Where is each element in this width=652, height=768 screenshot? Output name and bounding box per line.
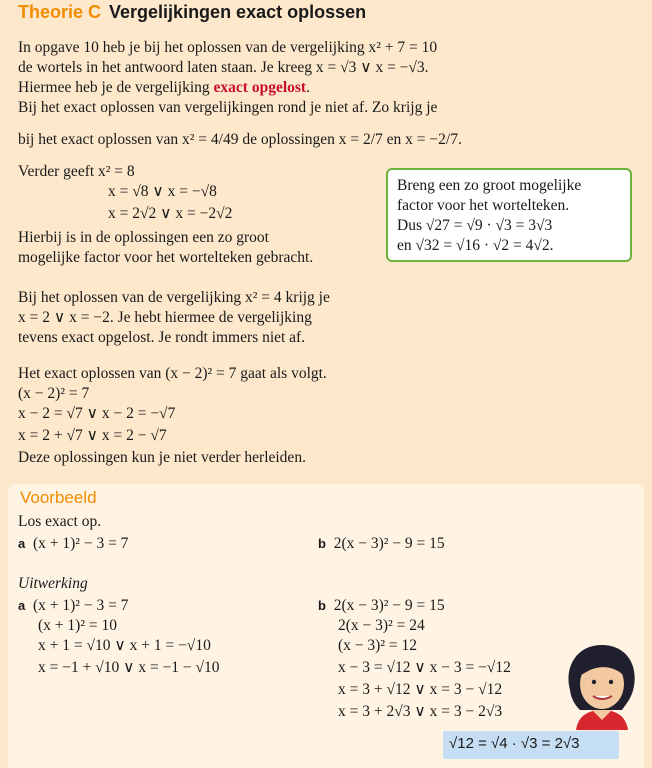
period: . [306, 79, 310, 96]
section-title: Vergelijkingen exact oplossen [109, 2, 367, 22]
theory-line-7: x = √8 ∨ x = −√8 [108, 183, 217, 200]
theory-line-11: Bij het oplossen van de vergelijking x² = 4 krijg je [18, 289, 330, 306]
b-step-6: x = 3 + 2√3 ∨ x = 3 − 2√3 [338, 703, 503, 720]
theory-line-13: tevens exact opgelost. Je rondt immers niet af. [18, 329, 306, 346]
theory-line-14: Het exact oplossen van (x − 2)² = 7 gaat als volgt. [18, 365, 327, 382]
b-step-5: x = 3 + √12 ∨ x = 3 − √12 [338, 681, 503, 698]
example-instruction: Los exact op. [18, 513, 102, 530]
theory-line-4: Bij het exact oplossen van vergelijkingen rond je niet af. Zo krijg je [18, 99, 438, 116]
a-step-2: (x + 1)² = 10 [38, 617, 117, 634]
a-step-4: x = −1 + √10 ∨ x = −1 − √10 [38, 659, 220, 676]
tip-line-4: en √32 = √16 · √2 = 4√2. [397, 237, 554, 254]
tip-line-3: Dus √27 = √9 · √3 = 3√3 [397, 217, 553, 234]
theory-line-12: x = 2 ∨ x = −2. Je hebt hiermee de vergelijking [18, 309, 312, 326]
example-b-problem-row [318, 534, 445, 554]
tip-box [386, 168, 632, 262]
theory-line-3 [18, 78, 310, 98]
b-step-4: x − 3 = √12 ∨ x − 3 = −√12 [338, 659, 511, 676]
theory-line-10: mogelijke factor voor het wortelteken gebracht. [18, 249, 314, 266]
section-header [18, 2, 366, 30]
example-title: Voorbeeld [20, 488, 97, 507]
b-step-2: 2(x − 3)² = 24 [338, 617, 425, 634]
example-a-problem-row [18, 534, 128, 554]
tip-line-1: Breng een zo groot mogelijke [397, 177, 582, 194]
uitwerking-heading: Uitwerking [18, 575, 88, 592]
theory-text: Hiermee heb je de vergelijking [18, 79, 210, 96]
theory-line-9: Hierbij is in de oplossingen een zo groot [18, 229, 269, 246]
a-step-3: x + 1 = √10 ∨ x + 1 = −√10 [38, 637, 211, 654]
section-label: Theorie C [18, 2, 102, 22]
example-panel [8, 484, 644, 768]
highlight-term: exact opgelost [213, 79, 307, 96]
tip-line-2: factor voor het wortelteken. [397, 197, 570, 214]
student-avatar-icon [560, 640, 642, 730]
theory-line-18: Deze oplossingen kun je niet verder herleiden. [18, 449, 306, 466]
label-a: a [18, 536, 26, 551]
theory-line-6: Verder geeft x² = 8 [18, 163, 135, 180]
label-b: b [318, 536, 326, 551]
a-step-1: (x + 1)² − 3 = 7 [32, 597, 129, 614]
b-problem: 2(x − 3)² − 9 = 15 [333, 535, 445, 552]
theory-line-1: In opgave 10 heb je bij het oplossen van de vergelijking x² + 7 = 10 [18, 39, 438, 56]
label-a-solution: a [18, 598, 26, 613]
b-step-1: 2(x − 3)² − 9 = 15 [333, 597, 445, 614]
theory-line-17: x = 2 + √7 ∨ x = 2 − √7 [18, 427, 167, 444]
theory-line-8: x = 2√2 ∨ x = −2√2 [108, 205, 233, 222]
theory-line-2: de wortels in het antwoord laten staan. Je kreeg x = √3 ∨ x = −√3. [18, 59, 429, 76]
theory-line-5: bij het exact oplossen van x² = 4/49 de oplossingen x = 2/7 en x = −2/7. [18, 131, 462, 148]
theory-line-15: (x − 2)² = 7 [18, 385, 90, 402]
theory-line-16: x − 2 = √7 ∨ x − 2 = −√7 [18, 405, 176, 422]
callout-text: √12 = √4 · √3 = 2√3 [449, 735, 580, 752]
label-b-solution: b [318, 598, 326, 613]
callout-box [443, 731, 619, 759]
b-step-3: (x − 3)² = 12 [338, 637, 417, 654]
a-problem: (x + 1)² − 3 = 7 [32, 535, 129, 552]
b-step-row-1 [318, 596, 445, 616]
a-step-row-1 [18, 596, 128, 616]
